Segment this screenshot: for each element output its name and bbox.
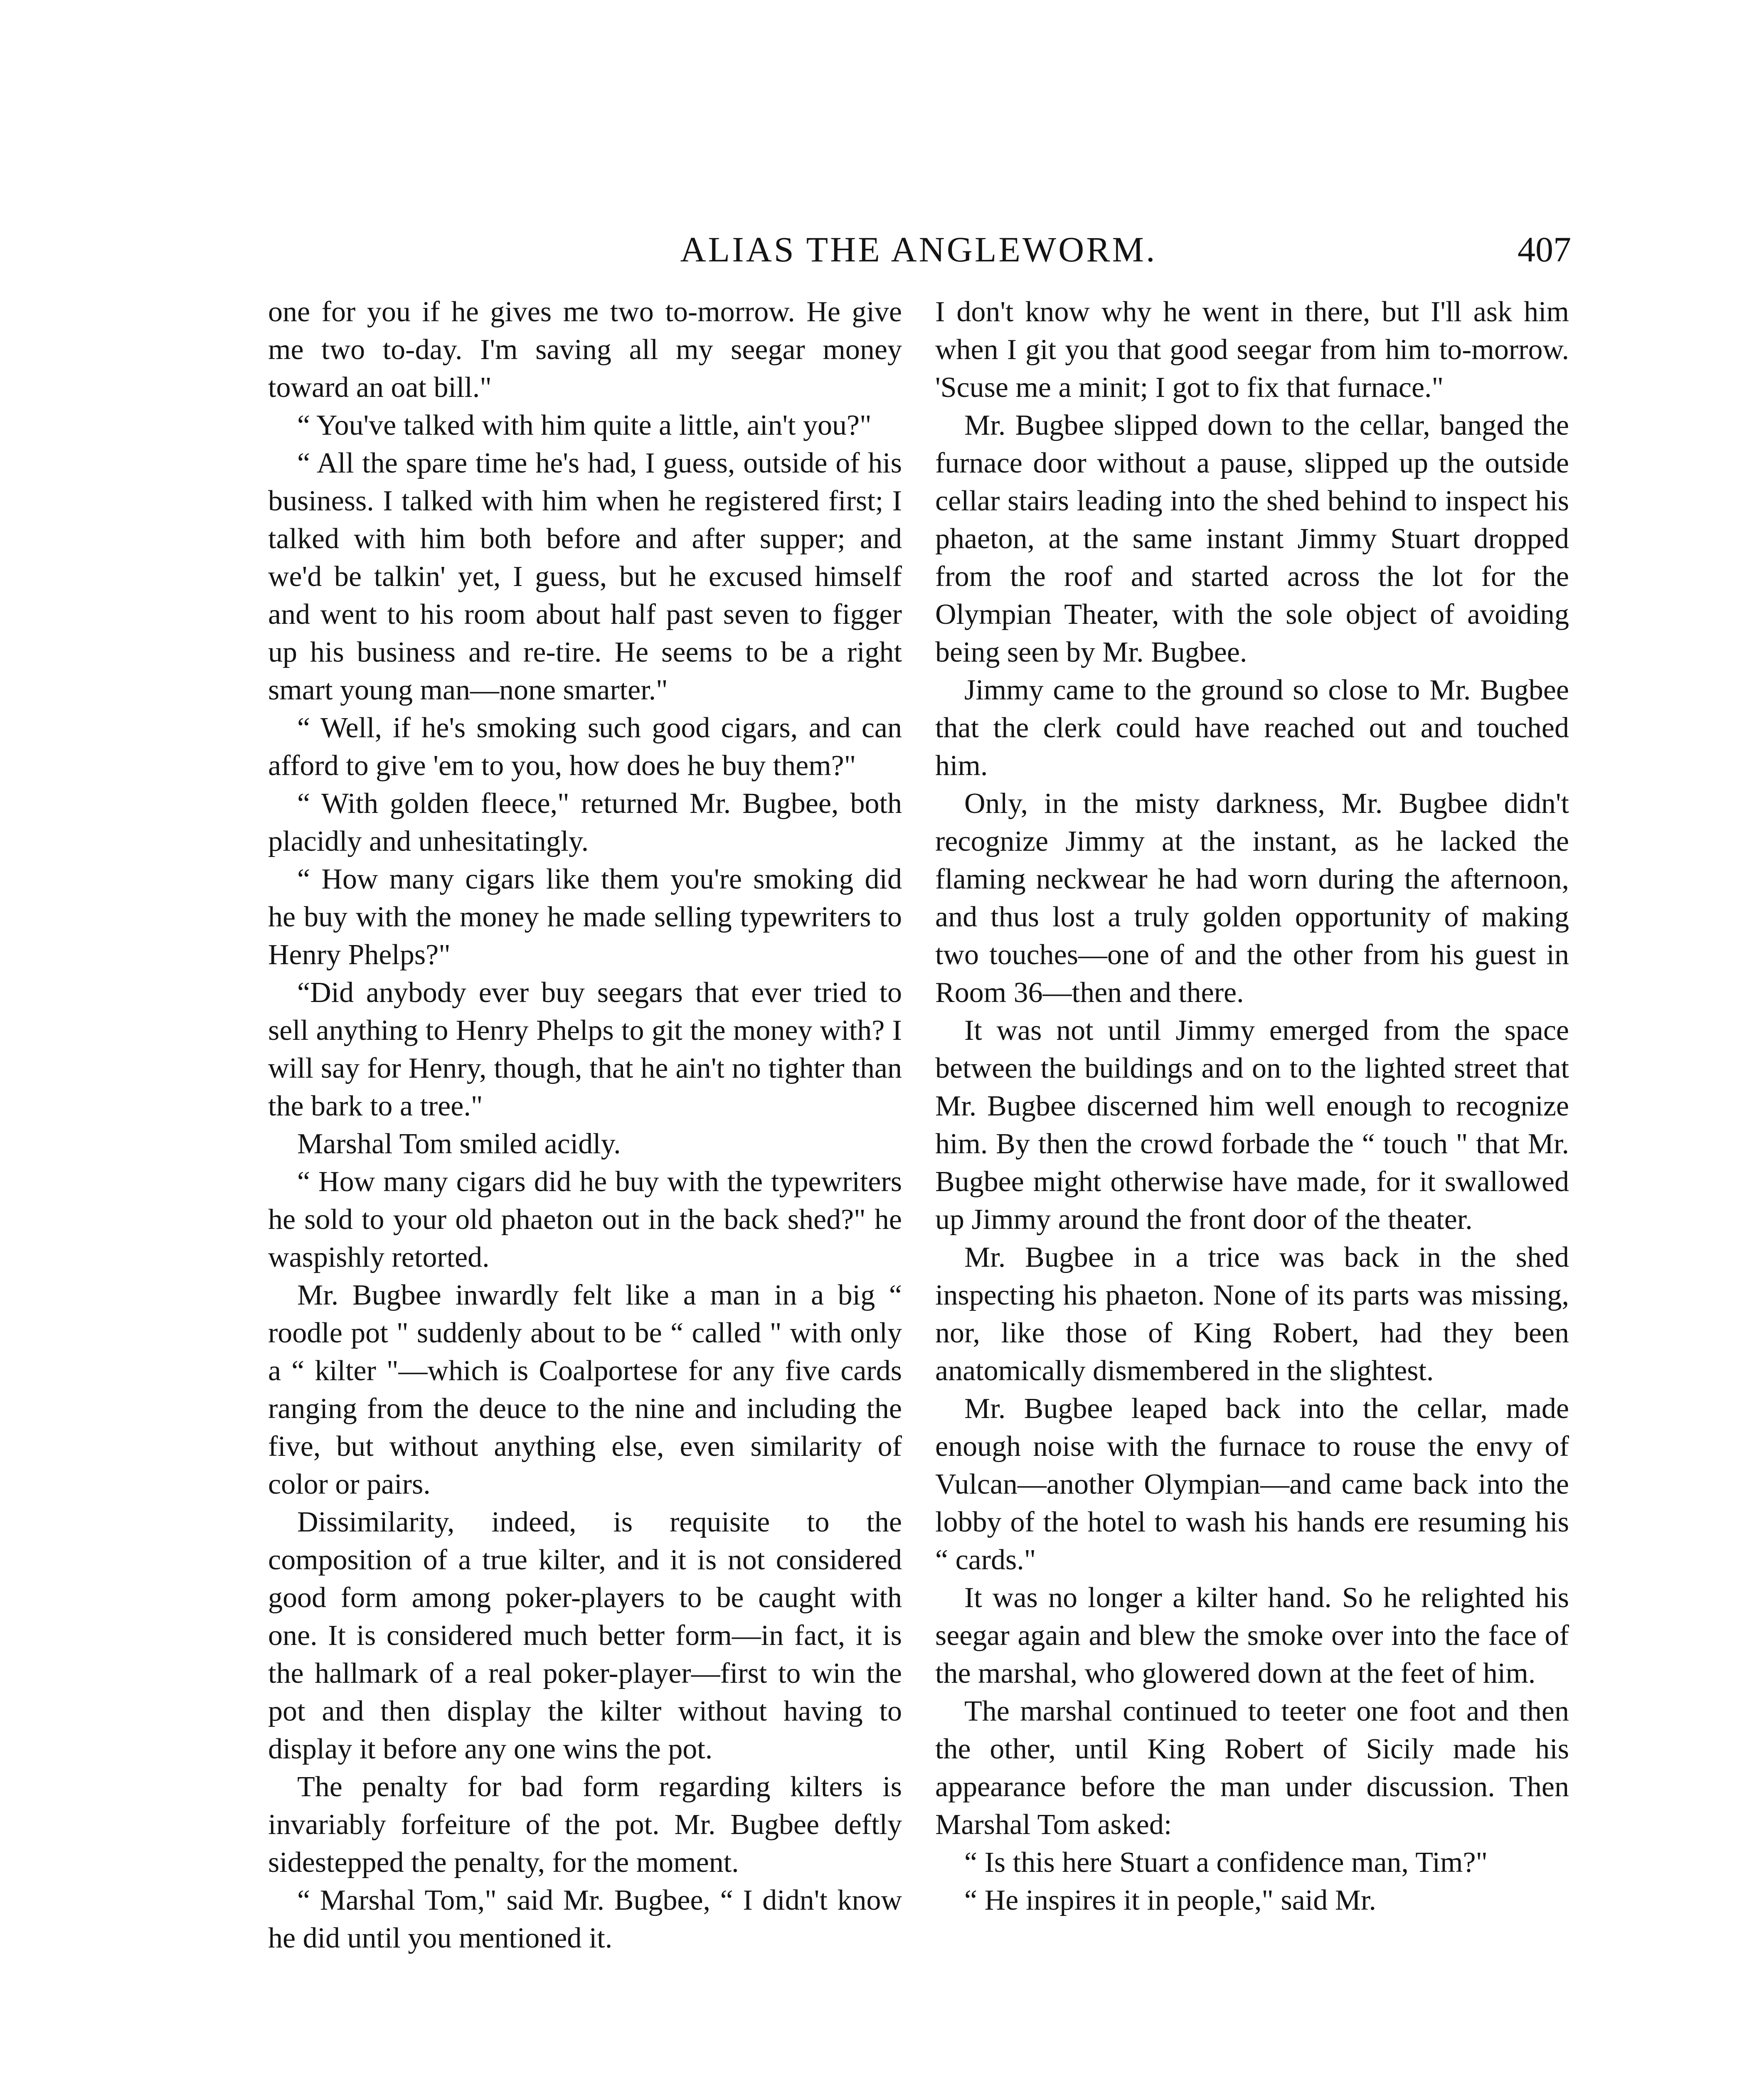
- running-title: ALIAS THE ANGLEWORM.: [680, 229, 1157, 269]
- paragraph: “ Well, if he's smoking such good cigars, and can afford to give 'em to you, how does he buy them?": [268, 712, 902, 782]
- paragraph: one for you if he gives me two to-morrow. He give me two to-day. I'm saving all my seegar money toward an oat bill.": [268, 296, 902, 404]
- paragraph: It was no longer a kilter hand. So he relighted his seegar again and blew the smoke over into the face of the marshal, who glowered down at the feet of him.: [935, 1582, 1569, 1689]
- left-column: [268, 293, 902, 1957]
- paragraph: Dissimilarity, indeed, is requisite to the composition of a true kilter, and it is not considered good form among poker-players to be caught with one. It is considered much better form—in fact, it is the hallmark of a real poker-player—first to win the pot and then display the kilter without having to display it before any one wins the pot.: [268, 1506, 902, 1765]
- paragraph: “ He inspires it in people," said Mr.: [964, 1884, 1376, 1916]
- paragraph: “ All the spare time he's had, I guess, outside of his business. I talked with him when he registered first; I talked with him both before and after supper; and we'd be talkin' yet, I guess, but he excused himself and went to his room about half past seven to figger up his business and re-tire. He seems to be a right smart young man—none smarter.": [268, 447, 902, 706]
- paragraph: Mr. Bugbee in a trice was back in the shed inspecting his phaeton. None of its parts was missing, nor, like those of King Robert, had they been anatomically dismembered in the slightest.: [935, 1241, 1569, 1387]
- paragraph: “ How many cigars did he buy with the typewriters he sold to your old phaeton out in the back shed?" he waspishly retorted.: [268, 1166, 902, 1273]
- paragraph: “ You've talked with him quite a little, ain't you?": [297, 409, 872, 441]
- page-number: 407: [1518, 229, 1571, 269]
- paragraph: I don't know why he went in there, but I'll ask him when I git you that good seegar from him to-morrow. 'Scuse me a minit; I got to fix that furnace.": [935, 296, 1569, 404]
- running-head: [266, 224, 1571, 274]
- right-column: [935, 293, 1569, 1919]
- paragraph: Mr. Bugbee leaped back into the cellar, made enough noise with the furnace to rouse the envy of Vulcan—another Olympian—and came back into the lobby of the hotel to wash his hands ere resuming his “ cards.": [935, 1393, 1569, 1576]
- paragraph: “Did anybody ever buy seegars that ever tried to sell anything to Henry Phelps to git the money with? I will say for Henry, though, that he ain't no tighter than the bark to a tree.": [268, 977, 902, 1122]
- paragraph: The penalty for bad form regarding kilters is invariably forfeiture of the pot. Mr. Bugbee deftly sidestepped the penalty, for the moment.: [268, 1771, 902, 1879]
- paragraph: “ Is this here Stuart a confidence man, Tim?": [964, 1847, 1488, 1879]
- paragraph: “ Marshal Tom," said Mr. Bugbee, “ I didn't know he did until you mentioned it.: [268, 1884, 902, 1954]
- paragraph: Jimmy came to the ground so close to Mr. Bugbee that the clerk could have reached out and touched him.: [935, 674, 1569, 782]
- paragraph: “ With golden fleece," returned Mr. Bugbee, both placidly and unhesitatingly.: [268, 788, 902, 857]
- paragraph: It was not until Jimmy emerged from the space between the buildings and on to the lighted street that Mr. Bugbee discerned him well enough to recognize him. By then the crowd forbade the “ touch " that Mr. Bugbee might otherwise have made, for it swallowed up Jimmy around the front door of the theater.: [935, 1014, 1569, 1236]
- paragraph: Only, in the misty darkness, Mr. Bugbee didn't recognize Jimmy at the instant, as he lacked the flaming neckwear he had worn during the afternoon, and thus lost a truly golden opportunity of making two touches—one of and the other from his guest in Room 36—then and there.: [935, 788, 1569, 1009]
- paragraph: “ How many cigars like them you're smoking did he buy with the money he made selling typewriters to Henry Phelps?": [268, 863, 902, 971]
- paragraph: Mr. Bugbee inwardly felt like a man in a big “ roodle pot " suddenly about to be “ called " with only a “ kilter "—which is Coalportese for any five cards ranging from the deuce to the nine and including the five, but without anything else, even similarity of color or pairs.: [268, 1279, 902, 1500]
- paragraph: Marshal Tom smiled acidly.: [297, 1128, 621, 1160]
- paragraph: The marshal continued to teeter one foot and then the other, until King Robert of Sicily made his appearance before the man under discussion. Then Marshal Tom asked:: [935, 1695, 1569, 1841]
- paragraph: Mr. Bugbee slipped down to the cellar, banged the furnace door without a pause, slipped up the outside cellar stairs leading into the shed behind to inspect his phaeton, at the same instant Jimmy Stuart dropped from the roof and started across the lot for the Olympian Theater, with the sole object of avoiding being seen by Mr. Bugbee.: [935, 409, 1569, 668]
